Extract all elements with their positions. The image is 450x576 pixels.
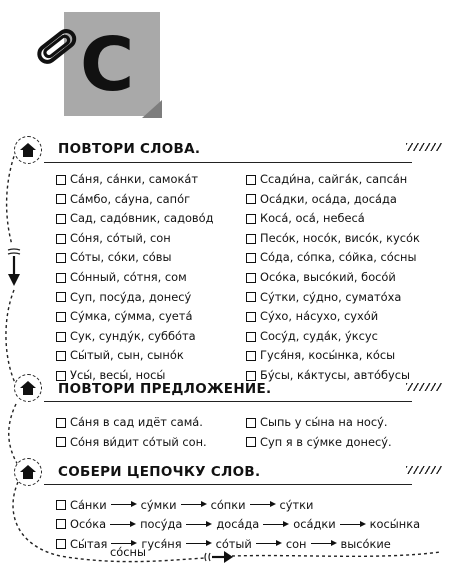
list-item	[246, 209, 420, 229]
word-list-right	[246, 170, 420, 386]
item-text: Сосу́д, суда́к, у́ксус	[260, 328, 378, 343]
chain-word: Осо́ка	[70, 517, 107, 532]
item-text: Усы́, весы́, носы́	[70, 368, 166, 383]
item-text: Со́ня ви́дит со́тый сон.	[70, 434, 207, 449]
item-text: Осо́ка, высо́кий, босо́й	[260, 270, 396, 285]
chain-word: Са́нки	[70, 497, 107, 512]
chain-word: оса́дки	[293, 517, 336, 532]
chain-word: посу́да	[140, 517, 183, 532]
arrow-icon	[263, 520, 289, 528]
house-icon	[14, 458, 42, 486]
sentence-list-right	[246, 413, 392, 452]
paperclip-icon	[30, 22, 86, 74]
item-text: Сад, садо́вник, садово́д	[70, 211, 214, 226]
item-text: Са́ня в сад идёт сама́.	[70, 415, 203, 430]
arrow-icon	[250, 501, 276, 509]
arrow-icon	[186, 520, 212, 528]
chain-word: Сы́тая	[70, 536, 108, 551]
section-divider	[44, 484, 412, 485]
checkbox[interactable]	[246, 234, 256, 244]
list-item	[56, 327, 213, 347]
list-item	[246, 268, 420, 288]
hatch-decoration	[406, 466, 442, 474]
list-item	[246, 307, 420, 327]
checkbox[interactable]	[56, 351, 66, 361]
list-item	[246, 346, 420, 366]
sentence-list-left	[56, 413, 207, 452]
word-list-left	[56, 170, 213, 386]
item-text: Со́нный, со́тня, сом	[70, 270, 187, 285]
list-item	[56, 288, 213, 308]
list-item	[56, 248, 213, 268]
hatch-decoration	[406, 383, 442, 391]
item-text: Су́мка, су́мма, суета́	[70, 309, 193, 324]
item-text: Са́мбо, са́уна, сапо́г	[70, 191, 191, 206]
checkbox[interactable]	[246, 371, 256, 381]
chain-word: су́мки	[140, 497, 177, 512]
list-item	[246, 413, 392, 433]
list-item	[56, 413, 207, 433]
item-text: Со́ты, со́ки, со́вы	[70, 250, 172, 265]
checkbox[interactable]	[246, 273, 256, 283]
item-text: Су́тки, су́дно, сумато́ха	[260, 289, 402, 304]
checkbox[interactable]	[56, 312, 66, 322]
chain-row	[56, 495, 420, 515]
list-item	[56, 209, 213, 229]
checkbox[interactable]	[56, 539, 66, 549]
checkbox[interactable]	[56, 437, 66, 447]
chain-word: су́тки	[279, 497, 314, 512]
chain-word: сон	[285, 536, 307, 551]
item-text: Са́ня, са́нки, самока́т	[70, 172, 198, 187]
checkbox[interactable]	[56, 273, 66, 283]
down-arrow-icon	[4, 248, 24, 288]
list-item	[56, 307, 213, 327]
checkbox[interactable]	[56, 194, 66, 204]
arrow-icon	[340, 520, 366, 528]
checkbox[interactable]	[56, 371, 66, 381]
chain-word: гуся́ня	[141, 536, 182, 551]
checkbox[interactable]	[56, 234, 66, 244]
section-divider	[44, 401, 412, 402]
chain-row	[56, 515, 420, 535]
item-text: Песо́к, носо́к, висо́к, кусо́к	[260, 230, 420, 245]
list-item	[56, 346, 213, 366]
item-text: Оса́дки, оса́да, доса́да	[260, 191, 397, 206]
checkbox[interactable]	[246, 351, 256, 361]
item-text: Бу́сы, ка́ктусы, авто́бусы	[260, 368, 410, 383]
section-title-chain: СОБЕРИ ЦЕПОЧКУ СЛОВ.	[58, 464, 261, 480]
chain-word: высо́кие	[340, 536, 391, 551]
checkbox[interactable]	[56, 332, 66, 342]
list-item	[246, 366, 420, 386]
checkbox[interactable]	[246, 175, 256, 185]
checkbox[interactable]	[56, 519, 66, 529]
checkbox[interactable]	[56, 175, 66, 185]
checkbox[interactable]	[56, 214, 66, 224]
list-item	[56, 229, 213, 249]
item-text: Со́да, со́пка, со́йка, со́сны	[260, 250, 417, 265]
list-item	[246, 229, 420, 249]
checkbox[interactable]	[246, 194, 256, 204]
item-text: Сы́тый, сын, сыно́к	[70, 348, 184, 363]
list-item	[56, 190, 213, 210]
chain-word: косы́нка	[369, 517, 421, 532]
item-text: Сук, сунду́к, суббо́та	[70, 328, 196, 343]
list-item	[246, 288, 420, 308]
checkbox[interactable]	[246, 332, 256, 342]
arrow-icon	[181, 501, 207, 509]
house-icon	[14, 136, 42, 164]
list-item	[56, 433, 207, 453]
hatch-decoration	[406, 143, 442, 151]
checkbox[interactable]	[246, 312, 256, 322]
chain-word: со́пки	[210, 497, 246, 512]
item-text: Со́ня, со́тый, сон	[70, 230, 171, 245]
list-item	[246, 190, 420, 210]
item-text: Суп, посу́да, донесу́	[70, 289, 192, 304]
checkbox[interactable]	[246, 292, 256, 302]
arrow-icon	[256, 540, 282, 548]
item-text: Гуся́ня, косы́нка, ко́сы	[260, 348, 396, 363]
list-item	[246, 248, 420, 268]
section-title-sentences: ПОВТОРИ ПРЕДЛОЖЕНИЕ.	[58, 381, 272, 397]
chain-word: доса́да	[216, 517, 260, 532]
item-text: Суп я в су́мке донесу́.	[260, 434, 392, 449]
list-item	[246, 327, 420, 347]
arrow-icon	[186, 540, 212, 548]
list-item	[246, 170, 420, 190]
checkbox[interactable]	[56, 418, 66, 428]
chain-word: со́тый	[215, 536, 252, 551]
arrow-icon	[311, 540, 337, 548]
item-text: Коса́, оса́, небеса́	[260, 211, 365, 226]
checkbox[interactable]	[246, 437, 256, 447]
checkbox[interactable]	[56, 500, 66, 510]
item-text: Ссади́на, сайга́к, сапса́н	[260, 172, 408, 187]
house-icon	[14, 374, 42, 402]
checkbox[interactable]	[246, 253, 256, 263]
checkbox[interactable]	[56, 253, 66, 263]
list-item	[246, 433, 392, 453]
arrow-icon	[111, 501, 137, 509]
list-item	[56, 170, 213, 190]
arrow-icon	[110, 520, 136, 528]
item-text: Сыпь у сы́на на носу́.	[260, 415, 388, 430]
checkbox[interactable]	[246, 214, 256, 224]
list-item	[56, 268, 213, 288]
checkbox[interactable]	[56, 292, 66, 302]
checkbox[interactable]	[246, 418, 256, 428]
section-divider	[44, 162, 412, 163]
item-text: Су́хо, на́сухо, сухо́й	[260, 309, 379, 324]
letter-title: С	[80, 22, 135, 108]
chain-tail-word: со́сны	[110, 545, 146, 559]
section-title-words: ПОВТОРИ СЛОВА.	[58, 141, 201, 157]
